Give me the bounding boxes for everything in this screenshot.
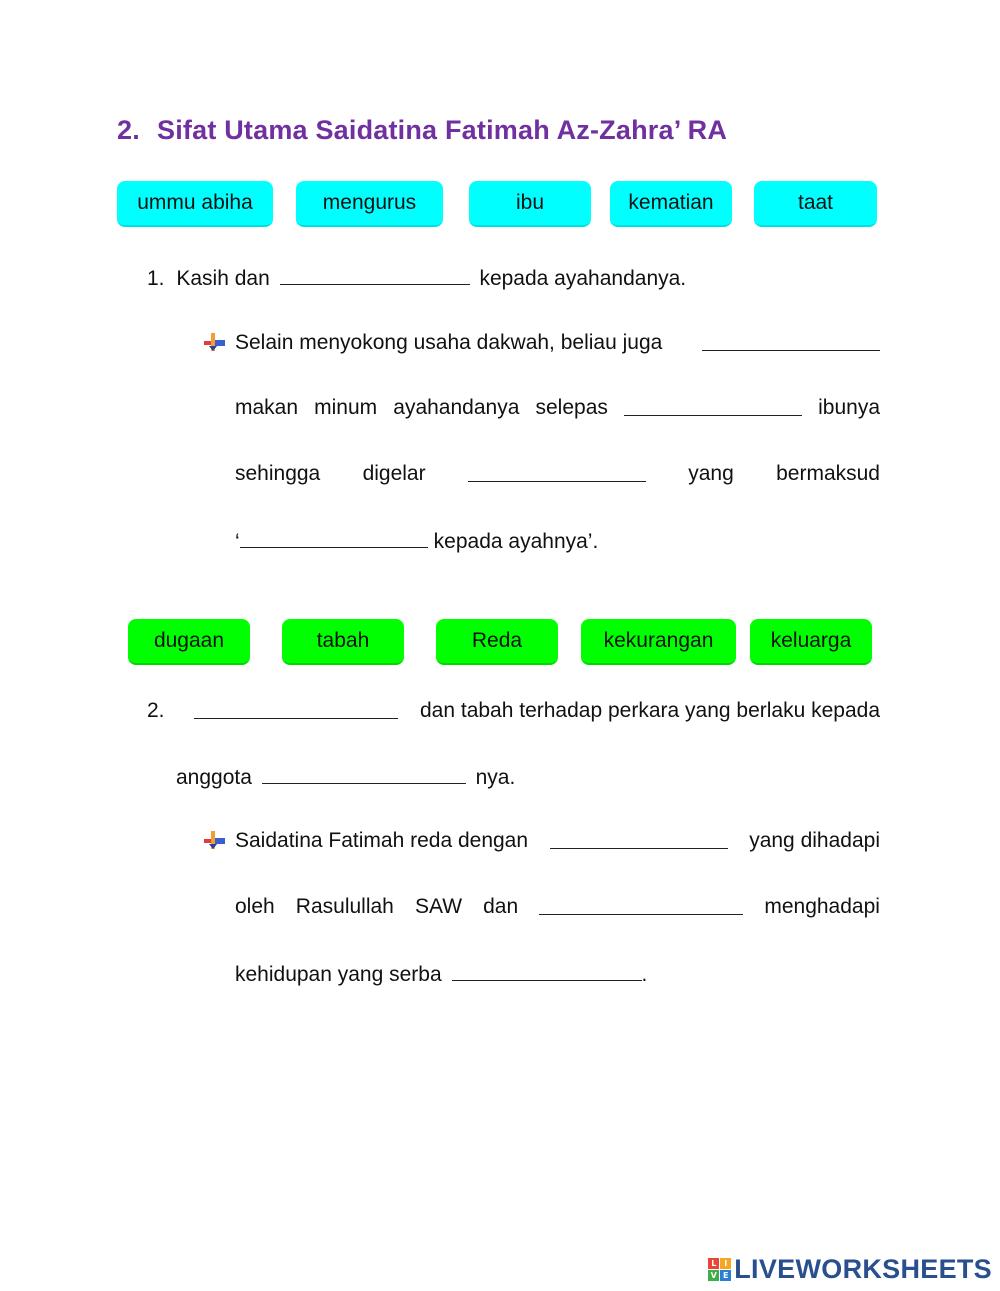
- bullet-arrow-icon: [204, 331, 226, 353]
- bullet-arrow-icon: [204, 829, 226, 851]
- bullet-word: dan: [483, 895, 519, 918]
- answer-blank[interactable]: [194, 698, 398, 719]
- question-text: anggota: [176, 766, 252, 789]
- question-1-bullet-line-1: [235, 330, 880, 356]
- answer-blank[interactable]: [624, 395, 802, 416]
- bullet-word: selepas: [535, 396, 608, 419]
- question-text: Kasih dan: [176, 267, 270, 290]
- question-1-line-1: [147, 264, 686, 292]
- bullet-text: kepada ayahnya’.: [433, 530, 599, 553]
- bullet-word: ayahandanya: [393, 396, 520, 419]
- live-logo-icon: L I V E: [708, 1258, 731, 1281]
- word-chip-kekurangan[interactable]: kekurangan: [581, 619, 736, 665]
- question-1-bullet-line-3: [235, 461, 880, 487]
- question-1-bullet-line-2: [235, 395, 880, 421]
- question-text: nya.: [475, 766, 516, 789]
- section-title: [117, 115, 727, 146]
- answer-blank[interactable]: [452, 960, 642, 981]
- word-chip-kematian[interactable]: kematian: [610, 181, 732, 227]
- word-chip-dugaan[interactable]: dugaan: [128, 619, 250, 665]
- bullet-word: sehingga: [235, 462, 321, 485]
- bullet-text: yang dihadapi: [749, 829, 880, 852]
- answer-blank[interactable]: [468, 461, 646, 482]
- question-text: dan tabah terhadap perkara yang berlaku kepada: [419, 699, 880, 722]
- word-chip-ibu[interactable]: ibu: [469, 181, 591, 227]
- bullet-text: Saidatina Fatimah reda dengan: [235, 829, 529, 852]
- bullet-word: ibunya: [818, 396, 880, 419]
- question-2-line-2: [176, 763, 515, 791]
- bullet-word: oleh: [235, 895, 275, 918]
- question-2-bullet-line-1: [235, 828, 880, 854]
- bullet-text: kehidupan yang serba: [235, 963, 442, 986]
- bullet-text: ‘: [235, 530, 240, 553]
- word-chip-mengurus[interactable]: mengurus: [296, 181, 443, 227]
- question-number: 2.: [147, 699, 165, 722]
- bullet-text: Selain menyokong usaha dakwah, beliau juga: [235, 331, 663, 354]
- section-title-text: Sifat Utama Saidatina Fatimah Az-Zahra’ RA: [157, 115, 728, 145]
- question-number: 1.: [147, 267, 165, 290]
- bullet-word: bermaksud: [776, 462, 880, 485]
- answer-blank[interactable]: [539, 894, 743, 915]
- brand-name: LIVEWORKSHEETS: [734, 1254, 992, 1284]
- bullet-word: minum: [314, 396, 378, 419]
- question-2-line-1: [147, 698, 880, 724]
- question-2-bullet-line-3: [235, 960, 647, 988]
- question-1-bullet-line-4: [235, 527, 598, 555]
- answer-blank[interactable]: [702, 330, 880, 351]
- answer-blank[interactable]: [280, 264, 470, 285]
- bullet-word: menghadapi: [764, 895, 880, 918]
- word-chip-keluarga[interactable]: keluarga: [750, 619, 872, 665]
- answer-blank[interactable]: [262, 763, 466, 784]
- word-chip-tabah[interactable]: tabah: [282, 619, 404, 665]
- word-chip-ummu-abiha[interactable]: ummu abiha: [117, 181, 273, 227]
- word-chip-reda[interactable]: Reda: [436, 619, 558, 665]
- bullet-word: Rasulullah: [295, 895, 394, 918]
- bullet-word: digelar: [362, 462, 426, 485]
- question-text: kepada ayahandanya.: [479, 267, 687, 290]
- word-chip-taat[interactable]: taat: [754, 181, 877, 227]
- liveworksheets-logo: [708, 1254, 992, 1285]
- answer-blank[interactable]: [240, 527, 428, 548]
- bullet-text: .: [641, 963, 648, 986]
- question-2-bullet-line-2: [235, 894, 880, 920]
- bullet-word: yang: [688, 462, 734, 485]
- answer-blank[interactable]: [550, 828, 728, 849]
- section-number: 2.: [117, 115, 140, 145]
- bullet-word: SAW: [414, 895, 463, 918]
- bullet-word: makan: [235, 396, 299, 419]
